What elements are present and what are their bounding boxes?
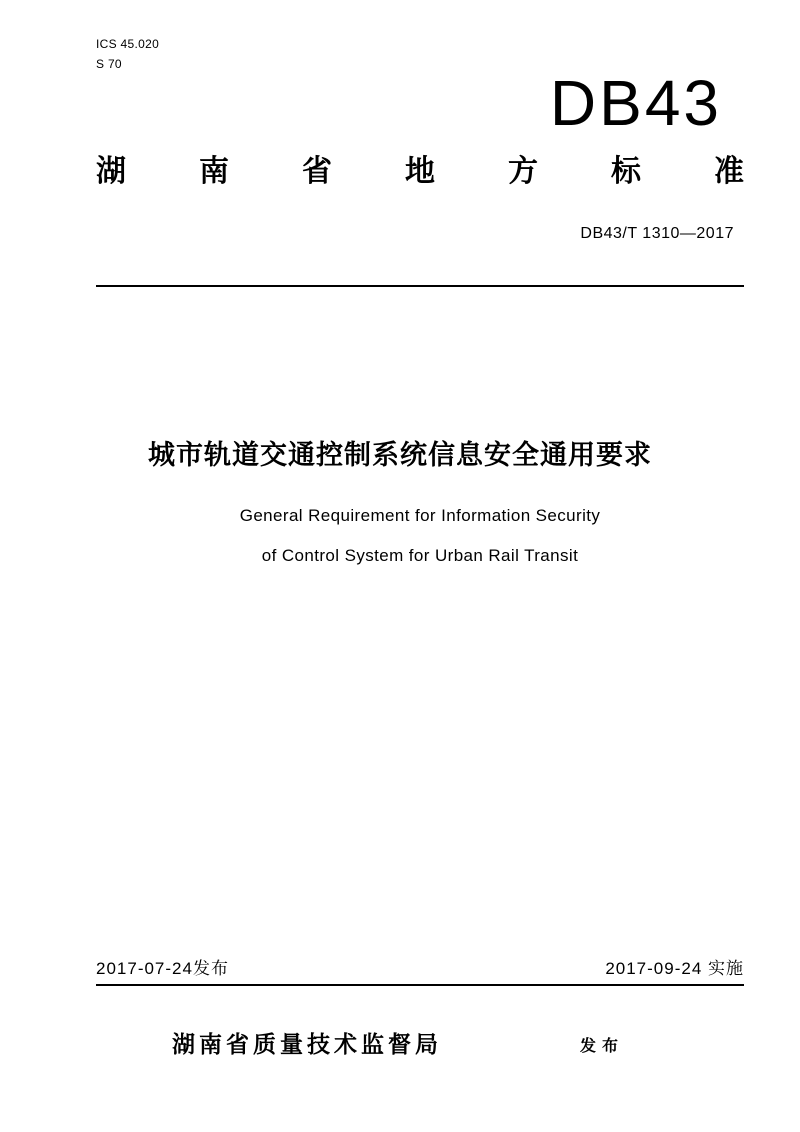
english-title-line2: of Control System for Urban Rail Transit [261,546,579,565]
bottom-divider [96,984,744,986]
standard-type-char: 地 [405,154,435,189]
db-code: DB43 [549,67,722,139]
issue-label: 发布 [580,1036,625,1055]
standard-type-char: 标 [611,154,641,189]
english-title-line1: General Requirement for Information Security [239,506,601,525]
ics-code: ICS 45.020 [96,37,160,51]
issuing-authority: 湖南省质量技术监督局 [172,1032,442,1058]
classification-code: S 70 [96,57,122,71]
top-divider [96,285,744,287]
standard-type-char: 湖 [96,154,126,189]
standard-number: DB43/T 1310—2017 [580,225,734,242]
standard-type-heading [96,150,744,194]
standard-type-char: 准 [714,154,744,189]
chinese-title: 城市轨道交通控制系统信息安全通用要求 [148,440,652,471]
standard-type-char: 省 [302,154,332,189]
standard-type-char: 南 [199,154,229,189]
publish-date: 2017-07-24发布 [96,959,229,978]
standard-type-char: 方 [508,154,538,189]
implement-date: 2017-09-24 实施 [605,959,744,978]
